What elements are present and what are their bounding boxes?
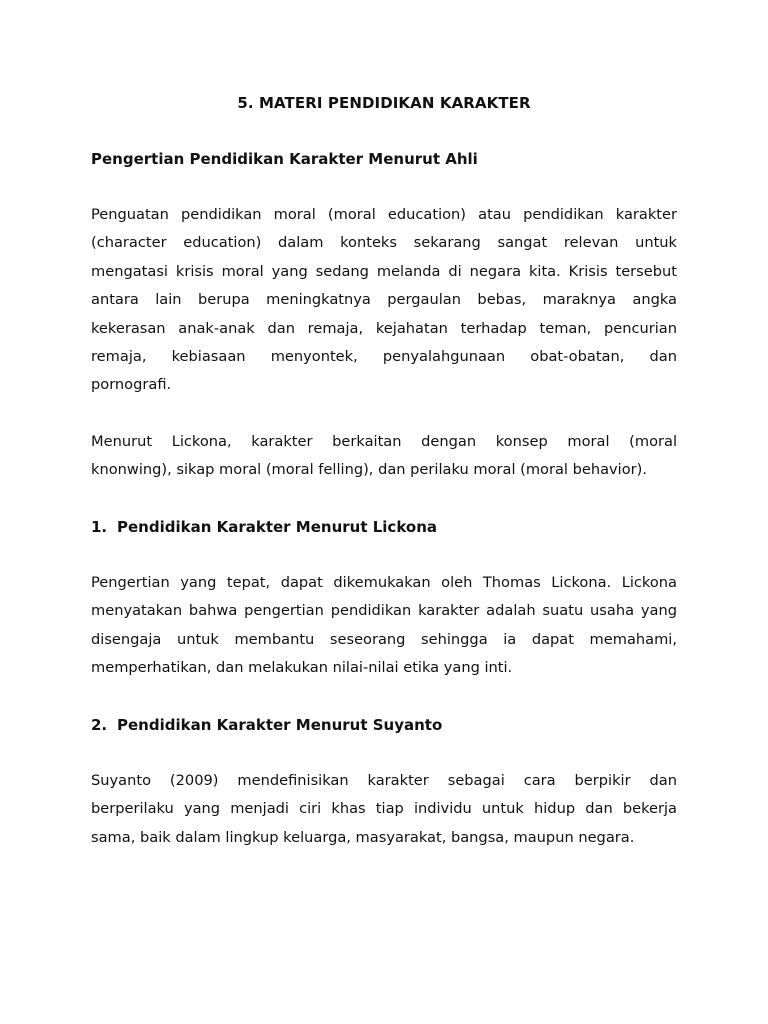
paragraph-line: menyatakan bahwa pengertian pendidikan karakter adalah suatu usaha yang bbox=[91, 602, 677, 620]
subheading-number: 2. bbox=[91, 716, 108, 734]
subheading-lickona bbox=[91, 515, 677, 539]
paragraph-line: disengaja untuk membantu seseorang sehingga ia dapat memahami, bbox=[91, 630, 677, 648]
paragraph-line: kekerasan anak-anak dan remaja, kejahatan terhadap teman, pencurian bbox=[91, 319, 677, 337]
paragraph-4 bbox=[91, 767, 677, 852]
paragraph-2 bbox=[91, 428, 677, 485]
paragraph-line: Suyanto (2009) mendefinisikan karakter sebagai cara berpikir dan bbox=[91, 772, 677, 789]
paragraph-line: sama, baik dalam lingkup keluarga, masyarakat, bangsa, maupun negara. bbox=[91, 828, 635, 846]
paragraph-line: knonwing), sikap moral (moral felling), dan perilaku moral (moral behavior). bbox=[91, 461, 647, 479]
document-title: 5. MATERI PENDIDIKAN KARAKTER bbox=[237, 94, 531, 112]
paragraph-line: memperhatikan, dan melakukan nilai-nilai etika yang inti. bbox=[91, 659, 513, 677]
paragraph-line: mengatasi krisis moral yang sedang melanda di negara kita. Krisis tersebut bbox=[91, 262, 677, 280]
section-heading: Pengertian Pendidikan Karakter Menurut Ahli bbox=[91, 150, 478, 168]
subheading-text: Pendidikan Karakter Menurut Lickona bbox=[117, 518, 438, 536]
paragraph-line: antara lain berupa meningkatnya pergaulan bebas, maraknya angka bbox=[91, 291, 677, 309]
paragraph-line: Penguatan pendidikan moral (moral education) atau pendidikan karakter bbox=[91, 206, 677, 223]
subheading-text: Pendidikan Karakter Menurut Suyanto bbox=[117, 716, 443, 734]
paragraph-line: pornografi. bbox=[91, 376, 172, 394]
paragraph-3 bbox=[91, 569, 677, 683]
paragraph-line: (character education) dalam konteks sekarang sangat relevan untuk bbox=[91, 234, 677, 252]
paragraph-1 bbox=[91, 201, 677, 400]
paragraph-line: Pengertian yang tepat, dapat dikemukakan oleh Thomas Lickona. Lickona bbox=[91, 574, 677, 591]
paragraph-line: remaja, kebiasaan menyontek, penyalahgunaan obat-obatan, dan bbox=[91, 347, 677, 365]
subheading-suyanto bbox=[91, 713, 677, 737]
paragraph-line: berperilaku yang menjadi ciri khas tiap individu untuk hidup dan bekerja bbox=[91, 800, 677, 818]
paragraph-line: Menurut Lickona, karakter berkaitan dengan konsep moral (moral bbox=[91, 433, 677, 450]
subheading-number: 1. bbox=[91, 518, 108, 536]
